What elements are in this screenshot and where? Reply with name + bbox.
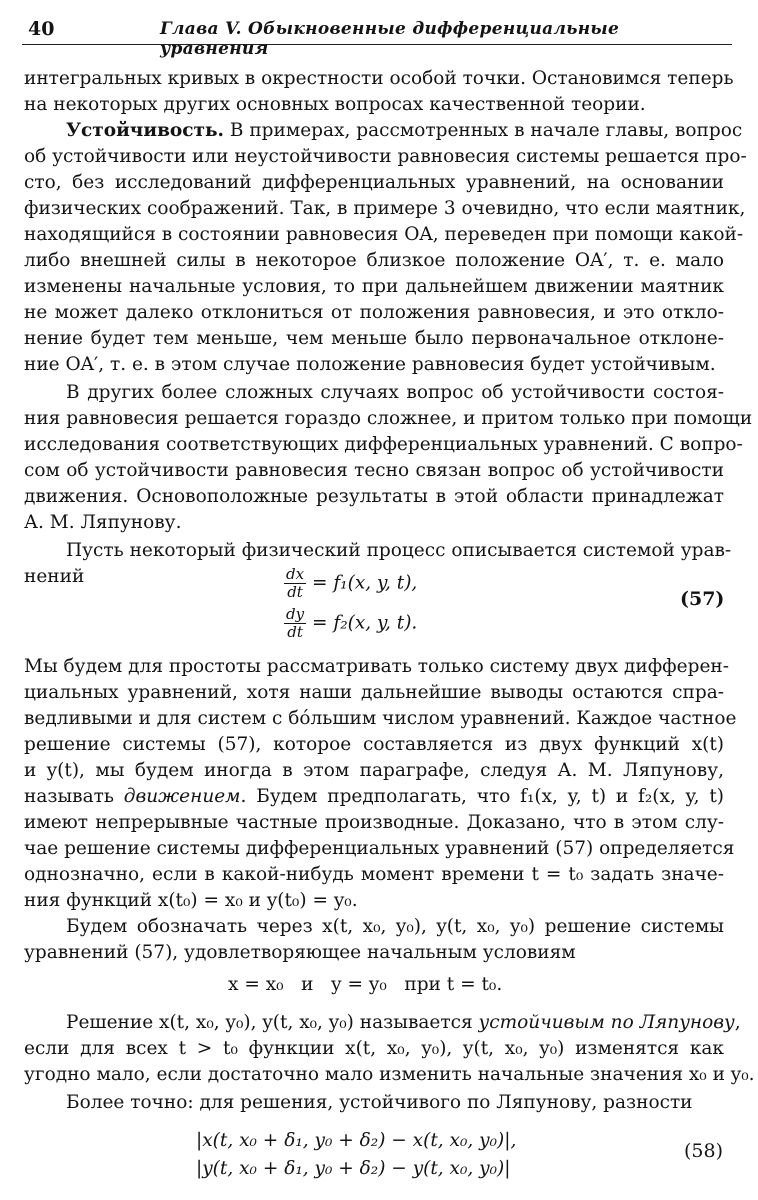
text-line: А. М. Ляпунову. [24, 512, 182, 533]
text-line: исследования соответствующих дифференциальных уравнений. С вопро- [24, 434, 743, 455]
text-line: ние OA′, т. е. в этом случае положение равновесия будет устойчивым. [24, 354, 716, 375]
equation-number-58: (58) [684, 1140, 724, 1162]
text-line-with-term [66, 1010, 741, 1036]
equation-57-row-1 [284, 566, 417, 601]
equation-rhs: = f₁(x, y, t), [311, 572, 418, 594]
equation-rhs: = f₂(x, y, t). [311, 612, 418, 634]
defined-term: движением [123, 786, 241, 807]
text-span: Решение x(t, x₀, y₀), y(t, x₀, y₀) называется [66, 1012, 479, 1033]
section-heading: Устойчивость. [66, 120, 224, 141]
text-line: интегральных кривых в окрестности особой точки. Остановимся теперь [24, 68, 734, 89]
initial-conditions-formula: x = x₀ и y = y₀ при t = t₀. [228, 974, 503, 995]
text-line: Будем обозначать через x(t, x₀, y₀), y(t, x₀, y₀) решение системы [66, 916, 724, 937]
text-line: физических соображений. Так, в примере 3 очевидно, что если маятник, [24, 198, 746, 219]
text-line: ния функций x(t₀) = x₀ и y(t₀) = y₀. [24, 890, 358, 911]
text-line: находящийся в состоянии равновесия OA, переведен при помощи какой- [24, 224, 744, 245]
text-line: уравнений (57), удовлетворяющее начальным условиям [24, 942, 576, 963]
text-line: сто, без исследований дифференциальных уравнений, на основании [24, 172, 724, 193]
equation-58-row-2: |y(t, x₀ + δ₁, y₀ + δ₂) − y(t, x₀, y₀)| [196, 1158, 511, 1179]
chapter-title: Глава V. Обыкновенные дифференциальные уравнения [160, 19, 620, 59]
text-line: Пусть некоторый физический процесс описывается системой урав- [66, 540, 732, 561]
text-line: Более точно: для решения, устойчивого по Ляпунову, разности [66, 1092, 693, 1113]
text-span: В примерах, рассмотренных в начале главы, вопрос [223, 120, 743, 141]
text-line: нение будет тем меньше, чем меньше было первоначальное отклоне- [24, 328, 724, 349]
text-line: на некоторых других основных вопросах качественной теории. [24, 94, 646, 115]
running-header [22, 14, 732, 59]
text-line-with-term [24, 784, 724, 810]
text-line: однозначно, если в какой-нибудь момент времени t = t₀ задать значе- [24, 864, 724, 885]
equation-57-row-2 [284, 606, 417, 641]
text-line: ведливыми и для систем с бо́льшим числом уравнений. Каждое частное [24, 708, 737, 729]
text-line: не может далеко отклониться от положения равновесия, и это откло- [24, 302, 724, 323]
page-number: 40 [28, 18, 55, 40]
text-span: . Будем предполагать, что f₁(x, y, t) и f₂(x, y, t) [240, 786, 724, 807]
text-line: движения. Основоположные результаты в этой области принадлежат [24, 486, 724, 507]
section-paragraph-start [66, 118, 743, 144]
text-line: ния равновесия решается гораздо сложнее, и притом только при помощи [24, 408, 753, 429]
text-line: имеют непрерывные частные производные. Доказано, что в этом слу- [24, 812, 724, 833]
text-line: и y(t), мы будем иногда в этом параграфе, следуя А. М. Ляпунову, [24, 760, 724, 781]
text-line: нений [24, 566, 85, 587]
text-span: называть [24, 786, 124, 807]
fraction-denominator: dt [287, 623, 303, 641]
text-line: об устойчивости или неустойчивости равновесия системы решается про- [24, 146, 747, 167]
text-line: изменены начальные условия, то при дальнейшем движении маятник [24, 276, 724, 297]
text-line: В других более сложных случаях вопрос об устойчивости состоя- [66, 382, 724, 403]
fraction-numerator: dx [286, 565, 305, 583]
text-line: угодно мало, если достаточно мало изменить начальные значения x₀ и y₀. [24, 1064, 755, 1085]
text-line: либо внешней силы в некоторое близкое положение OA′, т. е. мало [24, 250, 724, 271]
fraction-numerator: dy [286, 605, 305, 623]
fraction [284, 566, 306, 601]
equation-58-row-1: |x(t, x₀ + δ₁, y₀ + δ₂) − x(t, x₀, y₀)|, [196, 1130, 517, 1151]
text-line: сом об устойчивости равновесия тесно связан вопрос об устойчивости [24, 460, 724, 481]
text-span: , [734, 1012, 741, 1033]
fraction [284, 606, 306, 641]
text-line: циальных уравнений, хотя наши дальнейшие выводы остаются спра- [24, 682, 724, 703]
text-line: чае решение системы дифференциальных уравнений (57) определяется [24, 838, 735, 859]
text-line: Мы будем для простоты рассматривать только систему двух дифферен- [24, 656, 729, 677]
text-line: решение системы (57), которое составляется из двух функций x(t) [24, 734, 724, 755]
equation-number-57: (57) [680, 588, 725, 610]
defined-term: устойчивым по Ляпунову [478, 1012, 735, 1033]
text-line: если для всех t > t₀ функции x(t, x₀, y₀), y(t, x₀, y₀) изменятся как [24, 1038, 724, 1059]
fraction-denominator: dt [287, 583, 303, 601]
